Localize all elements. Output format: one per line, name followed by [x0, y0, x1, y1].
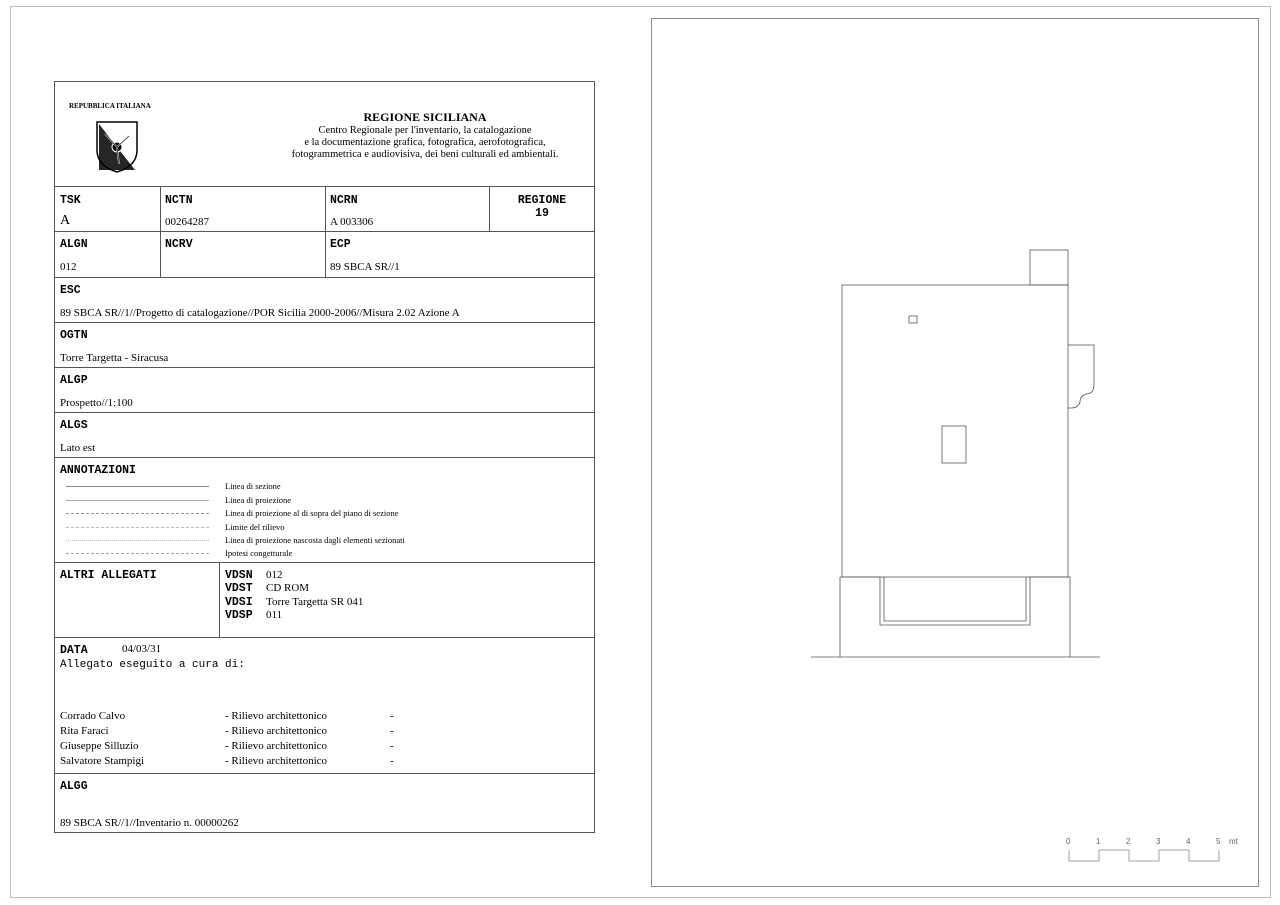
- ncrn-value: A 003306: [330, 216, 374, 228]
- vdst-code: VDST: [225, 582, 253, 595]
- header-line-1: Centro Regionale per l'inventario, la catalogazione: [318, 125, 532, 136]
- vdsn-code: VDSN: [225, 569, 253, 582]
- person-role: - Rilievo architettonico: [225, 710, 328, 722]
- algg-label: ALGG: [60, 780, 88, 793]
- tsk-label: TSK: [60, 194, 81, 207]
- side-corbel: [1068, 345, 1094, 408]
- person-extra: -: [390, 755, 394, 767]
- ogtn-label: OGTN: [60, 329, 88, 342]
- ncrn-label: NCRN: [330, 194, 358, 207]
- legend-text: Limite del rilievo: [225, 522, 285, 532]
- scale-tick: 4: [1186, 837, 1191, 846]
- esc-label: ESC: [60, 284, 81, 297]
- regione-label: REGIONE: [517, 194, 567, 207]
- ncrv-label: NCRV: [165, 238, 193, 251]
- vdsi-value: Torre Targetta SR 041: [266, 596, 364, 608]
- legend-text: Linea di proiezione: [225, 495, 292, 505]
- regione-value: 19: [535, 207, 549, 220]
- nctn-value: 00264287: [165, 216, 209, 228]
- legend-text: Linea di proiezione al di sopra del piano di sezione: [225, 508, 399, 518]
- tsk-value: A: [60, 213, 71, 228]
- region-title: REGIONE SICILIANA: [363, 110, 487, 124]
- algn-value: 012: [60, 261, 77, 273]
- data-value: 04/03/31: [122, 643, 162, 655]
- algp-value: Prospetto//1:100: [60, 397, 133, 409]
- person-extra: -: [390, 740, 394, 752]
- republic-label: REPUBBLICA ITALIANA: [69, 102, 151, 110]
- vdsp-code: VDSP: [225, 609, 253, 622]
- small-window: [909, 316, 917, 323]
- header-line-3: fotogrammetrica e audiovisiva, dei beni culturali ed ambientali.: [291, 149, 559, 160]
- person-extra: -: [390, 710, 394, 722]
- scale-tick: 0: [1066, 837, 1071, 846]
- scale-bar: [1069, 850, 1219, 861]
- algp-label: ALGP: [60, 374, 88, 387]
- person-role: - Rilievo architettonico: [225, 740, 328, 752]
- legend-text: Ipotesi congetturale: [225, 548, 293, 558]
- esc-value: 89 SBCA SR//1//Progetto di catalogazione//POR Sicilia 2000-2006//Misura 2.02 Azione A: [60, 307, 460, 319]
- scale-tick: 5: [1216, 837, 1221, 846]
- scale-unit: mt: [1229, 837, 1238, 846]
- person-name: Salvatore Stampigi: [60, 755, 145, 767]
- altri-allegati-label: ALTRI ALLEGATI: [60, 569, 157, 582]
- annotazioni-label: ANNOTAZIONI: [60, 464, 136, 477]
- base-inner-line: [884, 577, 1026, 621]
- allegato-caption: Allegato eseguito a cura di:: [60, 659, 245, 671]
- chimney: [1030, 250, 1068, 285]
- person-role: - Rilievo architettonico: [225, 755, 328, 767]
- scale-tick: 2: [1126, 837, 1131, 846]
- ogtn-value: Torre Targetta - Siracusa: [60, 352, 169, 364]
- legend-text: Linea di proiezione nascosta dagli elementi sezionati: [225, 535, 405, 545]
- person-name: Rita Faraci: [60, 725, 109, 737]
- base-plinth-left: [840, 577, 1070, 657]
- data-label: DATA: [60, 644, 88, 657]
- person-extra: -: [390, 725, 394, 737]
- person-name: Corrado Calvo: [60, 710, 126, 722]
- vdsn-value: 012: [266, 569, 283, 581]
- vdsp-value: 011: [266, 609, 283, 621]
- algg-value: 89 SBCA SR//1//Inventario n. 00000262: [60, 817, 239, 829]
- vdst-value: CD ROM: [266, 582, 310, 594]
- algs-label: ALGS: [60, 419, 88, 432]
- tower-body: [842, 285, 1068, 577]
- ecp-value: 89 SBCA SR//1: [330, 261, 400, 273]
- algn-label: ALGN: [60, 238, 88, 251]
- nctn-label: NCTN: [165, 194, 193, 207]
- person-name: Giuseppe Silluzio: [60, 740, 139, 752]
- header-line-2: e la documentazione grafica, fotografica, aerofotografica,: [304, 137, 546, 148]
- algs-value: Lato est: [60, 442, 96, 454]
- vdsi-code: VDSI: [225, 596, 253, 609]
- ecp-label: ECP: [330, 238, 351, 251]
- legend-text: Linea di sezione: [225, 481, 281, 491]
- door-opening: [942, 426, 966, 463]
- scale-tick: 1: [1096, 837, 1101, 846]
- person-role: - Rilievo architettonico: [225, 725, 328, 737]
- scale-tick: 3: [1156, 837, 1161, 846]
